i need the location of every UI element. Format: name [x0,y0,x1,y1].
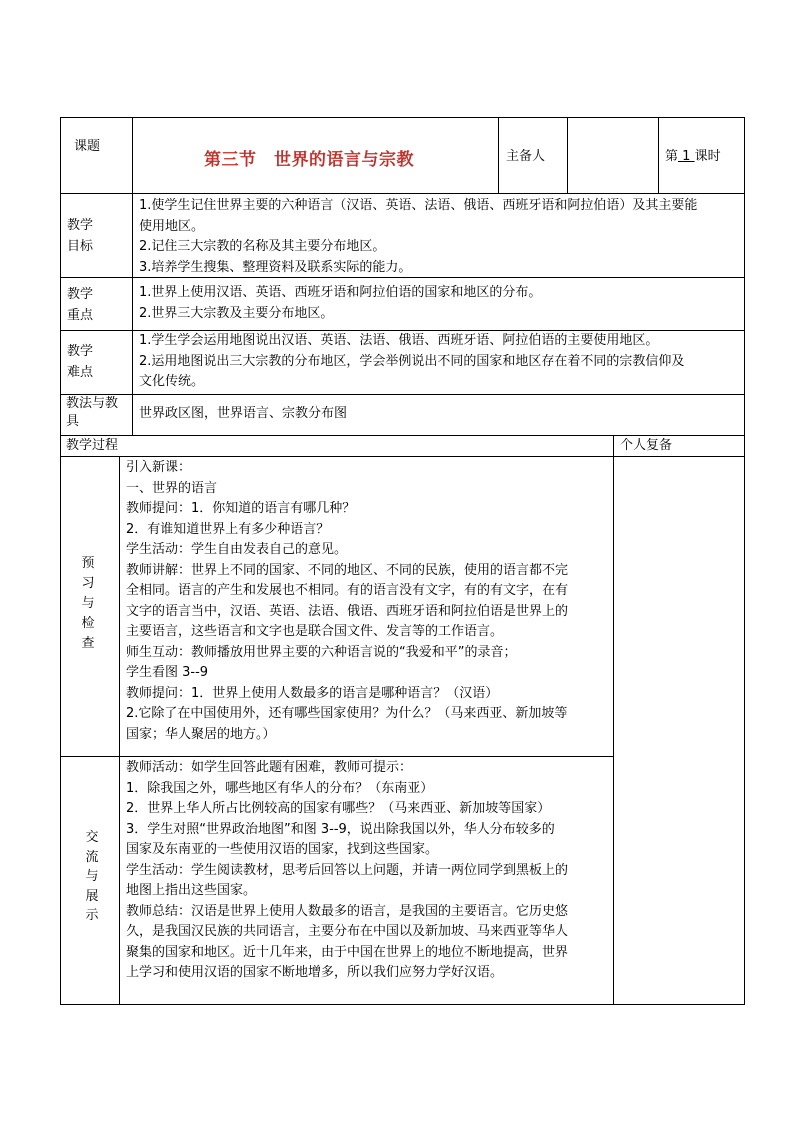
difficulties-label-line: 难点 [67,365,94,380]
key-point-line: 1.世界上使用汉语、英语、西班牙语和阿拉伯语的国家和地区的分布。 [139,285,542,300]
content-line: 2．世界上华人所占比例较高的国家有哪些？（马来西亚、新加坡等国家） [126,801,551,816]
section-label-char: 流 [85,849,99,865]
content-line: 教师总结：汉语是世界上使用人数最多的语言，是我国的主要语言。它历史悠 [126,903,569,919]
lesson-prefix: 第 [665,149,679,164]
section-preview-label [78,554,98,654]
section-label-char: 交 [85,830,99,845]
content-line: 地图上指出这些国家。 [126,883,257,898]
content-line: 国家及东南亚的一些使用汉语的国家，找到这些国家。 [126,842,439,857]
row-divider [60,193,745,194]
content-line: 2.它除了在中国使用外，还有哪些国家使用？为什么？（马来西亚、新加坡等 [126,706,568,721]
lesson-number [678,149,695,164]
key-points-label [67,284,93,326]
section-label-char: 检 [81,616,95,631]
topic-label: 课题 [74,139,101,154]
objectives-label-line: 教学 [67,218,94,233]
content-line: 学生看图 3--9 [126,665,209,680]
preparer-label: 主备人 [506,149,546,164]
content-line: 教师提问：1．你知道的语言有哪几种？ [126,501,356,516]
section-label-char: 展 [85,888,99,904]
section-label-char: 与 [81,596,95,611]
difficulties-content [139,331,684,393]
col-divider [132,117,133,435]
difficulty-line: 2.运用地图说出三大宗教的分布地区，学会举例说出不同的国家和地区存在着不同的宗教信仰及 [139,353,685,369]
methods-label-line: 具 [66,414,80,429]
content-line: 主要语言，这些语言和文字也是联合国文件、发言等的工作语言。 [126,624,504,639]
section-label-char: 预 [81,556,95,571]
objective-line: 3.培养学生搜集、整理资料及联系实际的能力。 [139,259,412,275]
lesson-count [665,147,721,167]
col-divider [658,117,659,193]
methods-label [66,395,118,431]
col-divider [119,456,120,1005]
lesson-number-value: 1 [682,149,691,164]
key-point-line: 2.世界三大宗教及主要分布地区。 [139,305,334,321]
section-preview-content [126,458,568,745]
section-exchange-label [82,828,102,926]
row-divider [60,456,745,457]
key-points-content [139,283,541,324]
section-label-char: 与 [85,869,99,884]
content-line: 教师讲解：世界上不同的国家、不同的地区、不同的民族，使用的语言都不完 [126,562,569,578]
content-line: 1．除我国之外，哪些地区有华人的分布？（东南亚） [126,780,434,796]
content-line: 学生活动：学生自由发表自己的意见。 [126,542,348,557]
process-label: 教学过程 [66,438,119,453]
difficulties-label [67,341,93,383]
content-line: 2．有谁知道世界上有多少种语言？ [126,521,330,537]
content-line: 文字的语言当中，汉语、英语、法语、俄语、西班牙语和阿拉伯语是世界上的 [126,603,569,619]
difficulties-label-line: 教学 [67,344,94,359]
key-points-label-line: 重点 [67,308,94,323]
objective-line: 2.记住三大宗教的名称及其主要分布地区。 [139,239,386,254]
methods-label-line: 教法与教 [66,396,119,411]
content-line: 教师提问：1．世界上使用人数最多的语言是哪种语言？（汉语） [126,685,499,701]
section-exchange-content [126,758,568,984]
content-line: 教师活动：如学生回答此题有困难，教师可提示： [126,760,413,775]
content-line: 久，是我国汉民族的共同语言，主要分布在中国以及新加坡、马来西亚等华人 [126,924,569,939]
content-line: 一、世界的语言 [126,480,218,496]
difficulty-line: 文化传统。 [139,374,205,389]
content-line: 引入新课： [126,460,192,475]
objective-line: 1.使学生记住世界主要的六种语言（汉语、英语、法语、俄语、西班牙语和阿拉伯语）及其主要能 [139,198,698,213]
row-divider [60,394,745,395]
objectives-label-line: 目标 [67,239,94,254]
col-divider [498,117,499,193]
methods-content: 世界政区图，世界语言、宗教分布图 [139,406,348,421]
objective-line: 使用地区。 [139,218,205,234]
page-title: 第三节 世界的语言与宗教 [204,150,414,170]
content-line: 全相同。语言的产生和发展也不相同。有的语言没有文字，有的有文字，在有 [126,583,569,598]
content-line: 3．学生对照“世界政治地图”和图 3--9，说出除我国以外，华人分布较多的 [126,821,555,837]
section-label-char: 查 [81,636,95,651]
lesson-suffix: 课时 [694,149,721,164]
col-divider [567,117,568,193]
row-divider [60,756,613,757]
difficulty-line: 1.学生学会运用地图说出汉语、英语、法语、俄语、西班牙语、阿拉伯语的主要使用地区。 [139,333,659,348]
col-divider [613,435,614,1005]
content-line: 上学习和使用汉语的国家不断地增多，所以我们应努力学好汉语。 [126,965,504,980]
content-line: 国家；华人聚居的地方。） [126,726,276,742]
content-line: 师生互动：教师播放用世界主要的六种语言说的“我爱和平”的录音； [126,644,517,660]
personal-notes-label: 个人复备 [620,438,673,453]
section-label-char: 示 [85,908,99,923]
objectives-content [139,196,697,278]
content-line: 学生活动：学生阅读教材，思考后回答以上问题，并请一两位同学到黑板上的 [126,862,569,878]
objectives-label [67,215,93,257]
content-line: 聚集的国家和地区。近十几年来，由于中国在世界上的地位不断地提高，世界 [126,944,569,960]
section-label-char: 习 [81,576,95,591]
key-points-label-line: 教学 [67,287,94,302]
